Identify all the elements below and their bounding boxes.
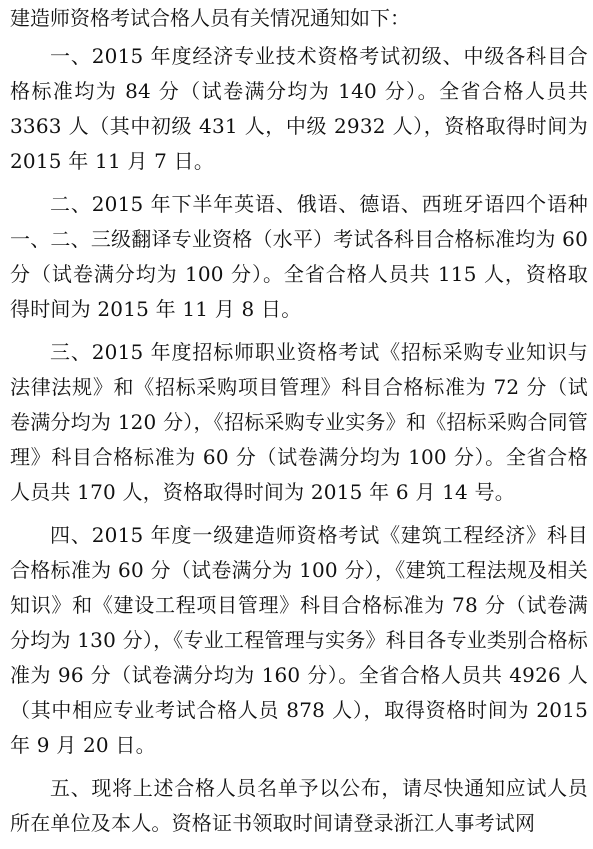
notice-heading: 建造师资格考试合格人员有关情况通知如下：: [10, 6, 410, 30]
paragraph-constructor-exam: 四、2015 年度一级建造师资格考试《建筑工程经济》科目合格标准为 60 分（试卷满分为 100 分），《建筑工程法规及相关知识》和《建设工程项目管理》科目合格标准为 78 分（试卷满分均为 130 分），《专业工程管理与实务》科目各专业类别合格标准为 96 分（试卷满分均为 160 分）。全省合格人员共 4926 人（其中相应专业考试合格人员 878 人），取得资格时间为 2015 年 9 月 20 日。: [10, 523, 588, 757]
paragraph-bidding-exam: 三、2015 年度招标师职业资格考试《招标采购专业知识与法律法规》和《招标采购项目管理》科目合格标准为 72 分（试卷满分均为 120 分），《招标采购专业实务》和《招标采购合同管理》科目合格标准为 60 分（试卷满分均为 100 分）。全省合格人员共 170 人，资格取得时间为 2015 年 6 月 14 号。: [10, 340, 588, 504]
paragraph-economics-exam: 一、2015 年度经济专业技术资格考试初级、中级各科目合格标准均为 84 分（试卷满分均为 140 分）。全省合格人员共 3363 人（其中初级 431 人，中级 2932 人），资格取得时间为 2015 年 11 月 7 日。: [10, 44, 588, 173]
paragraph-translation-exam: 二、2015 年下半年英语、俄语、德语、西班牙语四个语种一、二、三级翻译专业资格（水平）考试各科目合格标准均为 60 分（试卷满分均为 100 分）。全省合格人员共 115 人，资格取得时间为 2015 年 11 月 8 日。: [10, 192, 588, 321]
paragraph-announcement: 五、现将上述合格人员名单予以公布，请尽快通知应试人员所在单位及本人。资格证书领取时间请登录浙江人事考试网: [10, 776, 588, 835]
document-page: [10, 2, 588, 849]
